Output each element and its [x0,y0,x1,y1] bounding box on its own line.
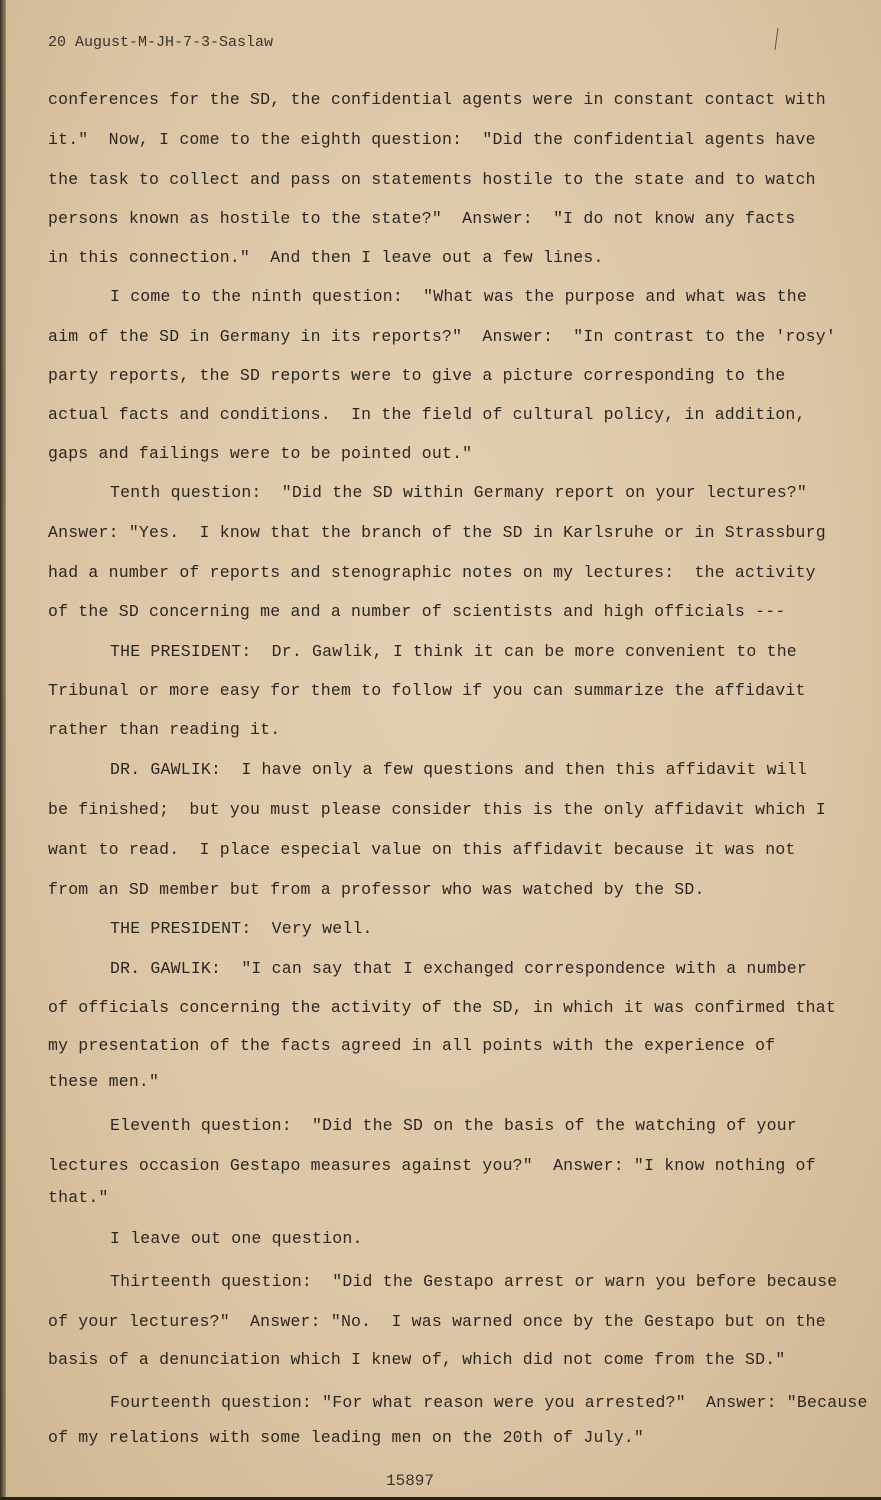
text-line: these men." [48,1072,160,1091]
page-header: 20 August-M-JH-7-3-Saslaw [48,34,274,51]
text-line: of the SD concerning me and a number of scientists and high officials --- [48,602,786,621]
text-line: rather than reading it. [48,720,281,739]
text-line: of my relations with some leading men on the 20th of July." [48,1428,644,1447]
text-line: Answer: "Yes. I know that the branch of the SD in Karlsruhe or in Strassburg [48,523,826,542]
text-line: be finished; but you must please consider this is the only affidavit which I [48,800,826,819]
text-line: that." [48,1188,109,1207]
text-line: from an SD member but from a professor who was watched by the SD. [48,880,705,899]
text-line: the task to collect and pass on statements hostile to the state and to watch [48,170,816,189]
text-line: of your lectures?" Answer: "No. I was warned once by the Gestapo but on the [48,1312,826,1331]
pencil-mark [774,28,778,50]
text-line: want to read. I place especial value on this affidavit because it was not [48,840,796,859]
text-line: of officials concerning the activity of the SD, in which it was confirmed that [48,998,836,1017]
text-line: my presentation of the facts agreed in all points with the experience of [48,1036,776,1055]
text-line: basis of a denunciation which I knew of, which did not come from the SD." [48,1350,786,1369]
page-edge [0,0,6,1500]
text-line: Tribunal or more easy for them to follow if you can summarize the affidavit [48,681,806,700]
text-line: Fourteenth question: "For what reason were you arrested?" Answer: "Because [110,1393,868,1412]
text-line: I leave out one question. [110,1229,363,1248]
text-line: had a number of reports and stenographic notes on my lectures: the activity [48,563,816,582]
text-line: THE PRESIDENT: Dr. Gawlik, I think it can be more convenient to the [110,642,797,661]
page-number: 15897 [386,1472,435,1490]
text-line: THE PRESIDENT: Very well. [110,919,373,938]
text-line: in this connection." And then I leave out a few lines. [48,248,604,267]
text-line: conferences for the SD, the confidential agents were in constant contact with [48,90,826,109]
text-line: Eleventh question: "Did the SD on the basis of the watching of your [110,1116,797,1135]
text-line: Tenth question: "Did the SD within Germany report on your lectures?" [110,483,808,502]
text-line: actual facts and conditions. In the field of cultural policy, in addition, [48,405,806,424]
text-line: it." Now, I come to the eighth question: "Did the confidential agents have [48,130,816,149]
text-line: lectures occasion Gestapo measures against you?" Answer: "I know nothing of [48,1156,816,1175]
text-line: party reports, the SD reports were to give a picture corresponding to the [48,366,786,385]
text-line: DR. GAWLIK: "I can say that I exchanged correspondence with a number [110,959,808,978]
text-line: DR. GAWLIK: I have only a few questions and then this affidavit will [110,760,808,779]
text-line: persons known as hostile to the state?" Answer: "I do not know any facts [48,209,796,228]
text-line: gaps and failings were to be pointed out." [48,444,473,463]
text-line: Thirteenth question: "Did the Gestapo arrest or warn you before because [110,1272,838,1291]
text-line: I come to the ninth question: "What was the purpose and what was the [110,287,808,306]
text-line: aim of the SD in Germany in its reports?" Answer: "In contrast to the 'rosy' [48,327,836,346]
